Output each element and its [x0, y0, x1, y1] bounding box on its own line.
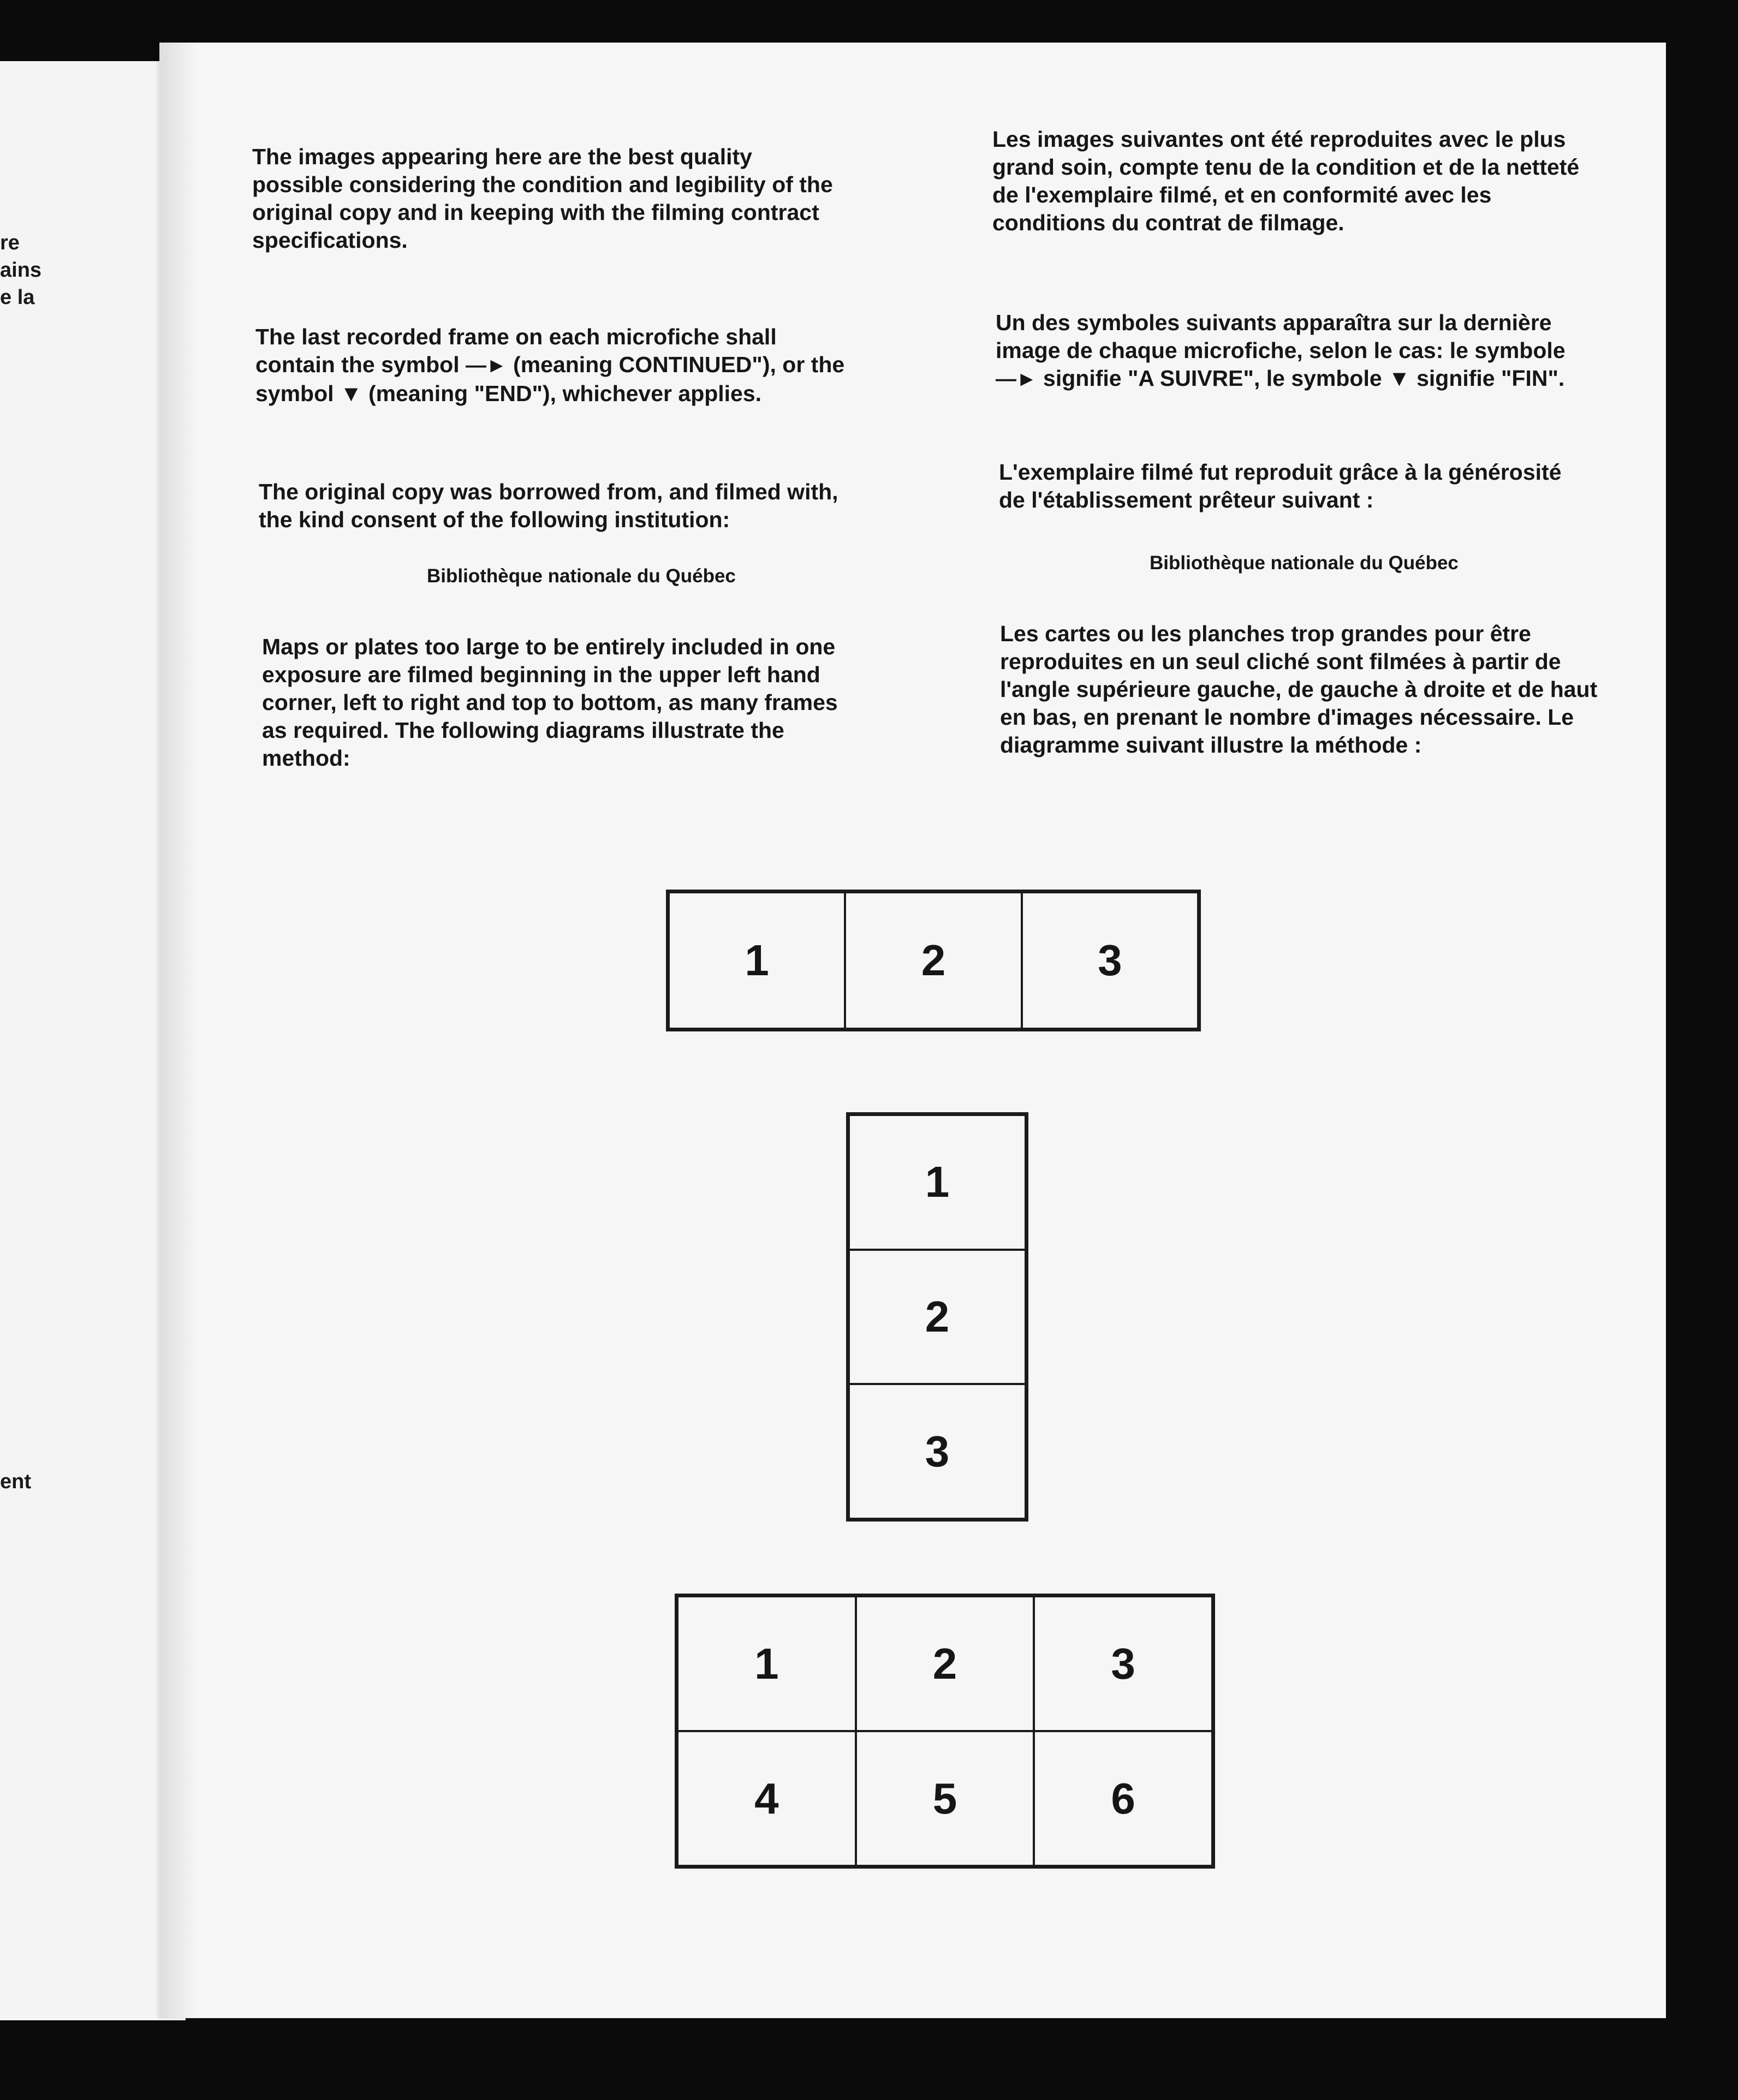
- french-institution-name: Bibliothèque nationale du Québec: [1150, 552, 1459, 574]
- grid-frame-2: 2: [856, 1596, 1034, 1731]
- french-symbol-paragraph: [996, 309, 1585, 393]
- french-quality-paragraph: [992, 126, 1598, 237]
- page-fold-shadow: [159, 43, 198, 2018]
- row-frame-3: 3: [1022, 892, 1198, 1029]
- grid-frame-5: 5: [856, 1731, 1034, 1866]
- suivre-arrow-icon: —►: [996, 368, 1037, 391]
- english-symbol-text-a: The last recorded frame on each microfiche shall contain the symbol: [255, 324, 777, 377]
- grid-frame-4: 4: [677, 1731, 856, 1866]
- grid-frame-3: 3: [1034, 1596, 1212, 1731]
- margin-fragment-4: ent: [0, 1470, 31, 1493]
- margin-fragment-2: ains: [0, 259, 42, 282]
- row-frame-2: 2: [845, 892, 1021, 1029]
- column-frame-1: 1: [849, 1115, 1026, 1250]
- adjacent-page: [0, 61, 186, 2020]
- fin-triangle-icon: ▼: [1388, 366, 1410, 391]
- french-maps-paragraph: [1000, 620, 1606, 759]
- continued-arrow-icon: —►: [466, 354, 507, 377]
- row-frame-1: 1: [669, 892, 845, 1029]
- english-consent-text: The original copy was borrowed from, and filmed with, the kind consent of the following institution:: [259, 479, 838, 532]
- english-quality-paragraph: [252, 143, 842, 254]
- end-triangle-icon: ▼: [340, 381, 362, 406]
- column-frame-3: 3: [849, 1384, 1026, 1519]
- english-symbol-paragraph: [255, 323, 850, 408]
- english-quality-text: The images appearing here are the best quality possible considering the condition and legibility of the original copy and in keeping with the filming contract specifications.: [252, 144, 833, 253]
- english-maps-paragraph: [262, 633, 852, 772]
- english-symbol-text-b: (meaning CONTINUED"), or the symbol: [255, 352, 845, 406]
- french-quality-text: Les images suivantes ont été reproduites avec le plus grand soin, compte tenu de la condition et de la netteté de l'exemplaire filmé, et en conformité avec les conditions du contrat de filmage.: [992, 127, 1580, 235]
- french-maps-text: Les cartes ou les planches trop grandes pour être reproduites en un seul cliché sont filmées à partir de l'angle supérieure gauche, de gauche à droite et de haut en bas, en prenant le nombre d'images nécessaire. Le diagramme suivant illustre la méthode :: [1000, 621, 1598, 757]
- english-consent-paragraph: [259, 478, 848, 534]
- english-symbol-text-c: (meaning "END"), whichever applies.: [368, 381, 762, 406]
- french-symbol-text-a: Un des symboles suivants apparaîtra sur la dernière image de chaque microfiche, selon le cas: le symbole: [996, 310, 1566, 363]
- grid-frame-1: 1: [677, 1596, 856, 1731]
- margin-fragment-3: e la: [0, 286, 35, 309]
- french-consent-paragraph: [999, 458, 1588, 514]
- column-frame-2: 2: [849, 1250, 1026, 1385]
- english-institution-name: Bibliothèque nationale du Québec: [427, 565, 736, 587]
- english-maps-text: Maps or plates too large to be entirely included in one exposure are filmed beginning in the upper left hand corner, left to right and top to bottom, as many frames as required. The following diagrams illustrate the method:: [262, 634, 838, 771]
- french-symbol-text-c: signifie "FIN".: [1416, 366, 1565, 391]
- grid-frame-6: 6: [1034, 1731, 1212, 1866]
- margin-fragment-1: re: [0, 231, 20, 254]
- french-consent-text: L'exemplaire filmé fut reproduit grâce à la générosité de l'établissement prêteur suivant :: [999, 460, 1562, 512]
- diagram-row: [666, 890, 1201, 1031]
- diagram-grid: [675, 1594, 1215, 1869]
- french-symbol-text-b: signifie "A SUIVRE", le symbole: [1043, 366, 1382, 391]
- diagram-column: [846, 1112, 1028, 1522]
